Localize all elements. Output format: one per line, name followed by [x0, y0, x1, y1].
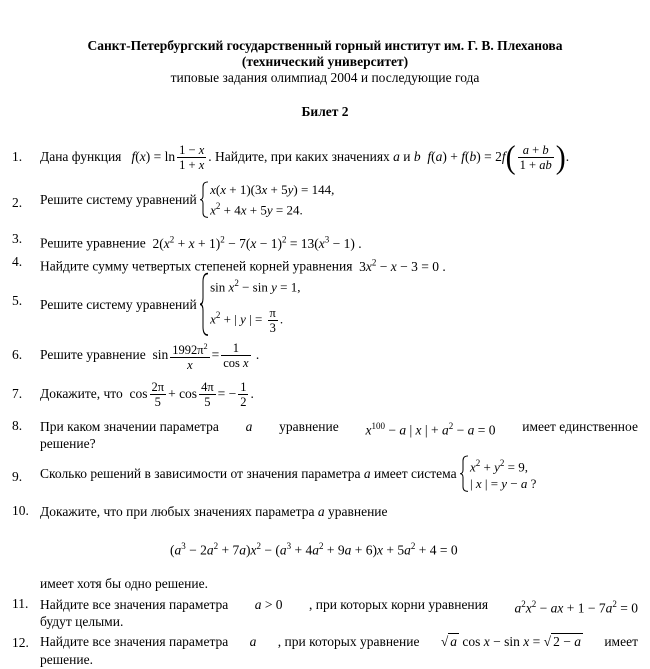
problem-number: 7.: [12, 386, 23, 401]
equation-system: $\sin x^2 - \sin y = 1$, $x^2$ + | y | = $\frac{\pi}{3}$ .: [200, 272, 300, 337]
formula: $3x^2 - x - 3 = 0$ .: [355, 257, 446, 274]
formula: $2(x^2 + x + 1)^2 - 7(x - 1)^2 = 13(x^3 - 1)$ .: [149, 234, 362, 251]
equation-system: x(x + 1)(3x + 5y) = 144, $x^2 + 4x + 5y = 24$.: [200, 181, 334, 218]
formula: cos $\frac{2\pi}{5}$ + cos $\frac{4\pi}{5}$ = − $\frac{1}{2}$ .: [126, 380, 254, 410]
problem-text: Решите систему уравнений: [40, 192, 197, 208]
problem-text: , при которых корни уравнения: [308, 597, 489, 612]
formula: $x^{100} - a$ | x | + $a^2 - a = 0$: [365, 421, 496, 438]
problem-number: 9.: [12, 469, 23, 484]
formula: a: [245, 419, 253, 434]
formula: √ a cos x − sin x = √ 2 − a: [440, 634, 581, 649]
problem-text: Решите систему уравнений: [40, 296, 197, 312]
problem-number: 10.: [12, 503, 29, 518]
problem-number: 8.: [12, 418, 23, 433]
brace-icon: [460, 455, 470, 492]
problem-text: При каком значении параметра: [40, 419, 219, 434]
formula: f(x) = ln $\frac{1 - x}{1 + x}$: [131, 143, 205, 173]
formula: a > 0: [254, 597, 283, 612]
formula: a: [249, 634, 257, 649]
problem-text: Докажите, что при любых значениях параметра: [40, 504, 315, 519]
problem-text: уравнение: [279, 419, 339, 434]
institute-title: Санкт-Петербургский государственный горный институт им. Г. В. Плеханова: [87, 38, 563, 53]
problem-number: 1.: [12, 149, 23, 164]
problem-text: Дана функция: [40, 149, 122, 164]
problem-8: [40, 418, 638, 439]
problem-8-continuation: решение?: [40, 436, 96, 451]
ticket-title: Билет 2: [301, 104, 349, 119]
problem-text: имеет: [604, 634, 638, 649]
formula: a: [363, 466, 371, 482]
formula: a: [317, 504, 325, 519]
problem-text: имеет система: [374, 466, 457, 482]
problem-11-continuation: будут целыми.: [40, 614, 124, 629]
problem-number: 2.: [12, 195, 23, 210]
document-subtitle: типовые задания олимпиад 2004 и последующие года: [170, 70, 480, 85]
formula: f(a) + f(b) = 2f( $\frac{a + b}{1 + ab}$ ): [427, 139, 566, 176]
problem-number: 5.: [12, 293, 23, 308]
problem-12-continuation: решение.: [40, 652, 93, 667]
problem-text: Найдите все значения параметра: [40, 597, 229, 612]
problem-10-continuation: имеет хотя бы одно решение.: [40, 576, 208, 591]
problem-number: 11.: [12, 596, 29, 611]
problem-1: Дана функция f(x) = ln $\frac{1 - x}{1 + x}$ . Найдите, при каких значениях a и b f(a) + f(b) = 2f( $\frac{a + b}{1 + ab}$ ).: [40, 139, 570, 176]
problem-text: . Найдите, при каких значениях: [208, 149, 390, 164]
problem-text: , при которых уравнение: [277, 634, 420, 649]
problem-11: [40, 596, 638, 617]
problem-text: Найдите сумму четвертых степеней корней уравнения: [40, 258, 353, 274]
problem-5: [40, 272, 300, 337]
problem-text: Докажите, что: [40, 386, 123, 401]
problem-7: [40, 377, 254, 411]
problem-10: [40, 503, 388, 520]
problem-6: [40, 338, 259, 372]
problem-text: .: [565, 149, 570, 164]
problem-text: Найдите все значения параметра: [40, 634, 229, 649]
problem-text: имеет единственное: [522, 419, 638, 434]
problem-number: 12.: [12, 635, 29, 650]
equation-system: $x^2 + y^2 = 9$, | x | = y − a ?: [460, 455, 536, 492]
brace-icon: [200, 181, 210, 218]
formula: $a^2x^2$ − ax + $1 - 7a^2 = 0$: [514, 599, 638, 616]
institute-subtitle: (технический университет): [241, 54, 409, 69]
problem-number: 3.: [12, 231, 23, 246]
problem-number: 4.: [12, 254, 23, 269]
problem-text: уравнение: [327, 504, 388, 519]
formula-display: $(a^3 - 2a^2 + 7a)x^2 - (a^3 + 4a^2 + 9a + 6)x + 5a^2 + 4 = 0$: [170, 541, 458, 558]
problem-text: Сколько решений в зависимости от значения параметра: [40, 466, 361, 482]
problem-3: [40, 231, 362, 252]
formula: sin $\frac{1992\pi^2}{x}$ = $\frac{1}{\text{cos x}}$ .: [149, 341, 260, 372]
problem-text: Решите уравнение: [40, 347, 146, 362]
problem-number: 6.: [12, 347, 23, 362]
problem-text: Решите уравнение: [40, 235, 146, 251]
problem-2: [40, 181, 334, 218]
problem-12: [40, 633, 638, 650]
problem-9: [40, 455, 536, 492]
brace-icon: [200, 272, 210, 337]
